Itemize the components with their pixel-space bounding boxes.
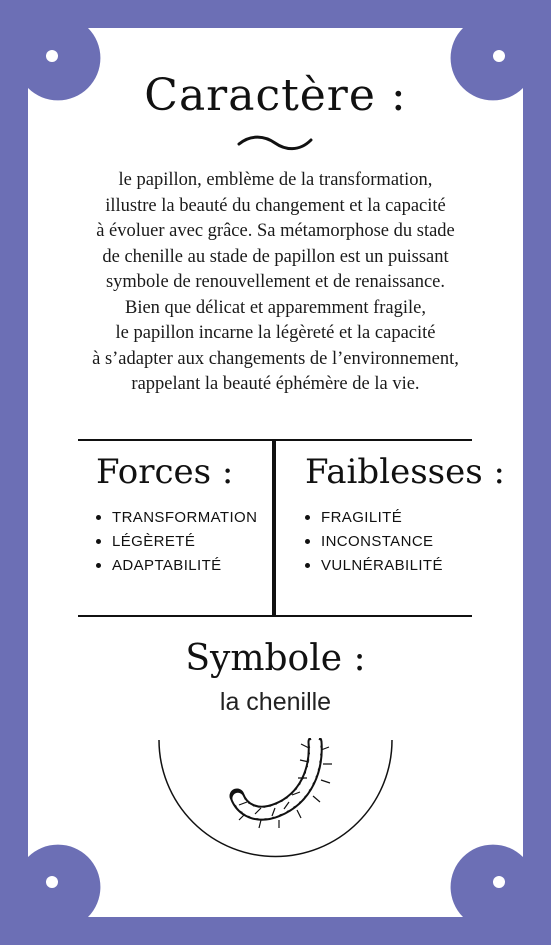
description-line: le papillon incarne la légèreté et la capacité: [115, 323, 436, 343]
corner-dot: [493, 50, 505, 62]
list-item: VULNÉRABILITÉ: [305, 554, 443, 578]
bullet-icon: [305, 539, 310, 544]
description-line: rappelant la beauté éphémère de la vie.: [131, 374, 420, 394]
bullet-icon: [305, 515, 310, 520]
column-divider: [272, 440, 276, 616]
bullet-icon: [96, 515, 101, 520]
faiblesses-title: Faiblesses :: [305, 452, 505, 492]
bottom-divider: [78, 615, 472, 617]
corner-dot: [46, 50, 58, 62]
description-line: de chenille au stade de papillon est un puissant: [102, 246, 449, 267]
symbole-value: la chenille: [219, 688, 332, 716]
swash-ornament: [235, 132, 315, 154]
description-line: à s’adapter aux changements de l’environnement,: [92, 348, 459, 369]
list-item: FRAGILITÉ: [305, 506, 443, 530]
list-item: INCONSTANCE: [305, 530, 443, 554]
symbol-frame: [157, 738, 394, 888]
list-item: LÉGÈRETÉ: [96, 530, 257, 554]
bullet-icon: [305, 563, 310, 568]
description-line: illustre la beauté du changement et la capacité: [105, 195, 446, 216]
corner-dot: [46, 876, 58, 888]
description-line: Bien que délicat et apparemment fragile,: [124, 297, 426, 318]
bullet-icon: [96, 563, 101, 568]
description-line: à évoluer avec grâce. Sa métamorphose du stade: [96, 221, 455, 241]
forces-title: Forces :: [96, 452, 234, 492]
description-line: symbole de renouvellement et de renaissance.: [105, 272, 446, 292]
caterpillar-icon: [237, 738, 332, 828]
corner-dot: [493, 876, 505, 888]
list-item: TRANSFORMATION: [96, 506, 257, 530]
description-line: le papillon, emblème de la transformation,: [118, 170, 433, 190]
symbole-title: Symbole :: [185, 638, 366, 679]
faiblesses-list: [305, 506, 443, 578]
forces-list: [96, 506, 257, 578]
description: [60, 168, 491, 398]
bullet-icon: [96, 539, 101, 544]
list-item: ADAPTABILITÉ: [96, 554, 257, 578]
page-title: Caractère :: [144, 70, 407, 121]
